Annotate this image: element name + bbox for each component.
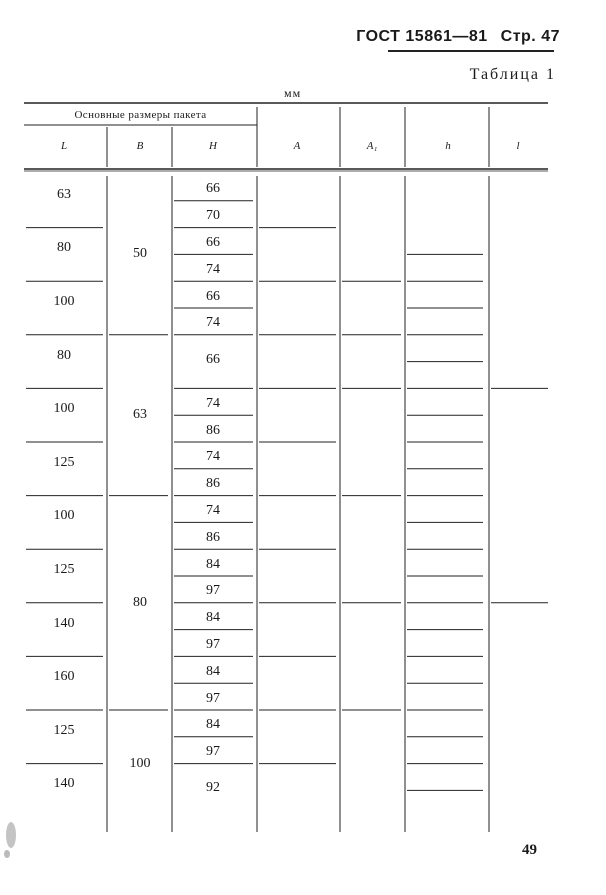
group-header: Основные размеры пакета — [74, 109, 207, 121]
cell-H: 97 — [206, 744, 220, 760]
page-label: Стр. 47 — [500, 28, 560, 45]
column-header: B — [136, 140, 144, 152]
cell-H: 70 — [206, 208, 220, 224]
cell-H: 84 — [206, 556, 220, 572]
cell-B: 50 — [133, 246, 147, 262]
cell-H: 86 — [206, 529, 220, 545]
cell-H: 97 — [206, 583, 220, 599]
cell-H: 97 — [206, 690, 220, 706]
cell-L: 125 — [53, 454, 75, 470]
column-header: l — [516, 140, 520, 152]
cell-B: 80 — [133, 594, 147, 610]
cell-H: 66 — [206, 351, 220, 367]
standard-number: ГОСТ 15861—81 — [356, 28, 488, 45]
cell-H: 74 — [206, 315, 220, 331]
cell-H: 92 — [206, 780, 220, 796]
cell-L: 125 — [53, 562, 75, 577]
scan-speck — [4, 850, 10, 858]
cell-H: 97 — [206, 637, 220, 652]
cell-B: 63 — [133, 407, 147, 423]
cell-L: 140 — [53, 615, 75, 631]
page-number: 49 — [522, 842, 537, 858]
cell-L: 80 — [57, 240, 71, 256]
column-header: A — [293, 140, 301, 152]
cell-L: 125 — [53, 722, 75, 738]
cell-H: 86 — [206, 476, 220, 492]
unit-label: мм — [284, 86, 302, 100]
column-header: A₁ — [366, 140, 378, 152]
cell-L: 100 — [53, 294, 75, 309]
column-header: L — [60, 140, 68, 152]
cell-H: 84 — [206, 717, 220, 733]
cell-H: 66 — [206, 288, 220, 304]
cell-H: 84 — [206, 663, 220, 679]
scan-speck — [6, 822, 16, 848]
cell-H: 74 — [206, 503, 220, 518]
cell-H: 66 — [206, 235, 220, 250]
cell-L: 80 — [57, 347, 71, 363]
cell-L: 160 — [53, 669, 75, 685]
cell-H: 66 — [206, 181, 220, 197]
cell-H: 86 — [206, 422, 220, 438]
column-header: H — [209, 140, 217, 152]
cell-B: 100 — [129, 755, 151, 771]
cell-L: 140 — [53, 776, 75, 792]
cell-L: 63 — [57, 186, 71, 202]
cell-L: 100 — [53, 401, 75, 417]
column-header: h — [445, 140, 451, 152]
cell-H: 74 — [206, 449, 220, 465]
cell-H: 74 — [206, 395, 220, 411]
cell-H: 74 — [206, 261, 220, 277]
cell-H: 84 — [206, 610, 220, 626]
table-caption: Таблица 1 — [469, 66, 556, 83]
cell-L: 100 — [53, 508, 75, 524]
